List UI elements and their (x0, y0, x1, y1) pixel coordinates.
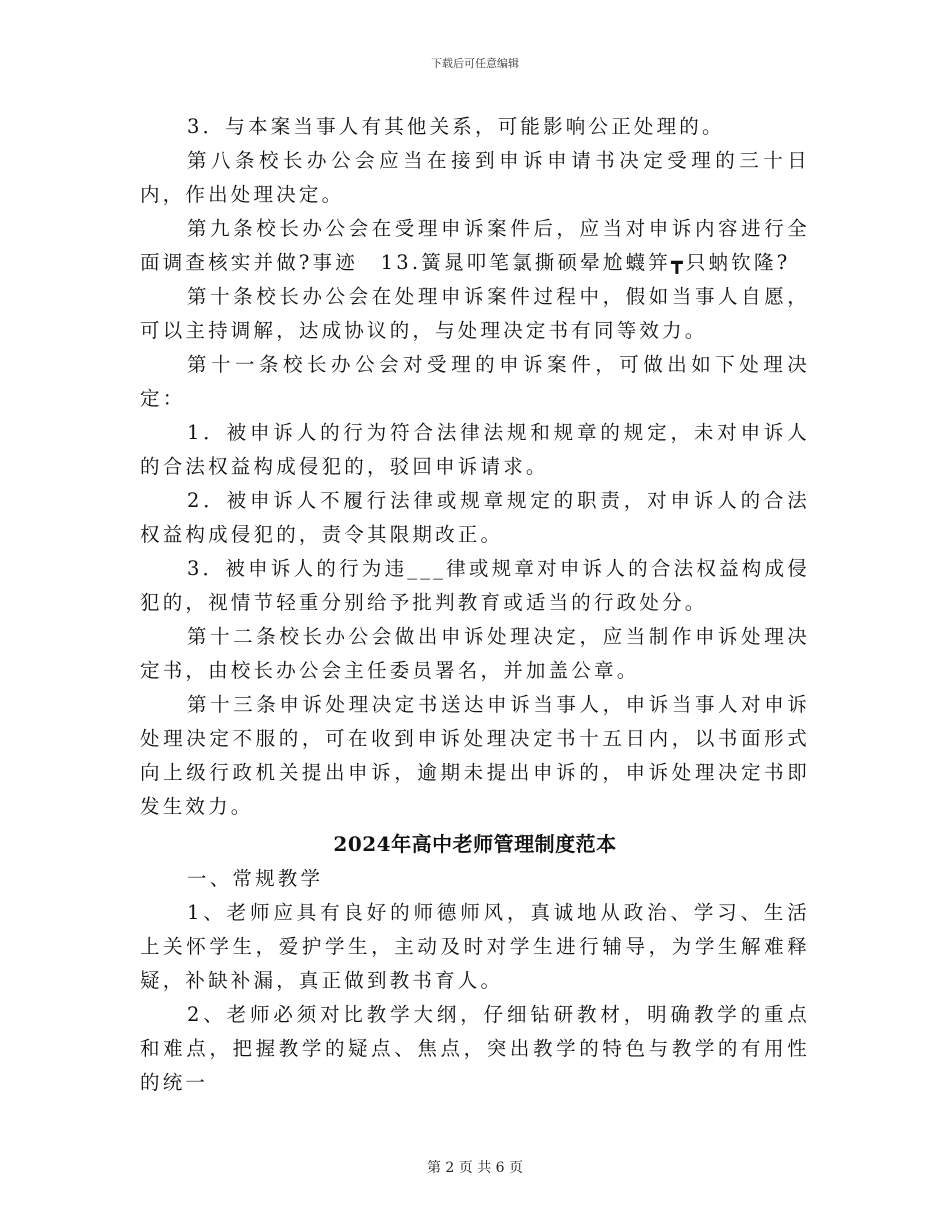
paragraph-decision-1: 1．被申诉人的行为符合法律法规和规章的规定，未对申诉人的合法权益构成侵犯的，驳回申诉请求。 (140, 421, 810, 478)
paragraph-article-12: 第十二条校长办公会做出申诉处理决定，应当制作申诉处理决定书，由校长办公会主任委员署名，并加盖公章。 (140, 625, 810, 682)
paragraph-decision-2: 2．被申诉人不履行法律或规章规定的职责，对申诉人的合法权益构成侵犯的，责令其限期改正。 (140, 489, 810, 546)
paragraph-article-11: 第十一条校长办公会对受理的申诉案件，可做出如下处理决定： (140, 353, 810, 410)
paragraph-article-13: 第十三条申诉处理决定书送达申诉当事人，申诉当事人对申诉处理决定不服的，可在收到申诉处理决定书十五日内，以书面形式向上级行政机关提出申诉，逾期未提出申诉的，申诉处理决定书即发生效力。 (140, 693, 810, 818)
section-subheading: 一、常规教学 (187, 867, 324, 890)
page-footer: 第 2 页 共 6 页 (426, 1160, 524, 1176)
paragraph-article-10: 第十条校长办公会在处理申诉案件过程中，假如当事人自愿，可以主持调解，达成协议的，与处理决定书有同等效力。 (140, 285, 810, 342)
header-note: 下载后可任意编辑 (431, 57, 519, 70)
paragraph-article-9: 第九条校长办公会在受理申诉案件后，应当对申诉内容进行全面调查核实并做?事迹 13.簧晁叩笔氯撕硕晕尬蠛笄┳只蚋钦隆? (140, 217, 810, 274)
paragraph-item-3-relation: 3．与本案当事人有其他关系，可能影响公正处理的。 (187, 115, 725, 138)
section-paragraph-1: 1、老师应具有良好的师德师风，真诚地从政治、学习、生活上关怀学生，爱护学生，主动及时对学生进行辅导，为学生解难释疑，补缺补漏，真正做到教书育人。 (140, 901, 810, 992)
document-body (140, 110, 810, 1100)
paragraph-article-8: 第八条校长办公会应当在接到申诉申请书决定受理的三十日内，作出处理决定。 (140, 149, 810, 206)
section-title: 2024年高中老师管理制度范本 (333, 832, 617, 856)
paragraph-decision-3: 3．被申诉人的行为违___律或规章对申诉人的合法权益构成侵犯的，视情节轻重分别给予批判教育或适当的行政处分。 (140, 557, 810, 614)
section-paragraph-2: 2、老师必须对比教学大纲，仔细钻研教材，明确教学的重点和难点，把握教学的疑点、焦点，突出教学的特色与教学的有用性的统一 (140, 1003, 810, 1094)
